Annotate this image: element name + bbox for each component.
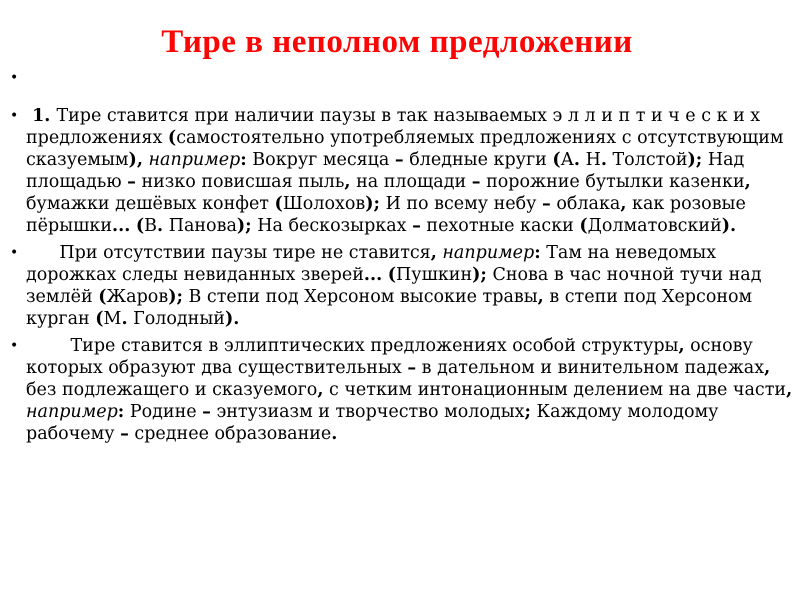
bullet-text: Тире ставится в эллиптических предложениях особой структуры, основу которых образуют два существительных – в дательном и винительном падежах, без подлежащего и сказуемого, с четким интонационным делением на две части, например: Родине – энтузиазм и творчество молодых; Каждому молодому рабочему – среднее образование. xyxy=(26,336,793,444)
bullet-text: При отсутствии паузы тире не ставится, например: Там на неведомых дорожках следы невиданных зверей... (Пушкин); Снова в час ночной тучи над землёй (Жаров); В степи под Херсоном высокие травы, в степи под Херсоном курган (М. Голодный). xyxy=(26,243,762,329)
bullet-item xyxy=(0,67,794,89)
bullet-marker-icon: • xyxy=(10,108,19,124)
bullet-item xyxy=(0,105,794,237)
bullet-text: 1. Тире ставится при наличии паузы в так называемых э л л и п т и ч е с к и х предложениях (самостоятельно употребляемых предложениях с отсутствующим сказуемым), например: Вокруг месяца – бледные круги (А. Н. Толстой); Над площадью – низко повисшая пыль, на площади – порожние бутылки казенки, бумажки дешёвых конфет (Шолохов); И по всему небу – облака, как розовые пёрышки... (В. Панова); На бескозырках – пехотные каски (Долматовский). xyxy=(26,106,784,236)
bullet-marker-icon: • xyxy=(10,245,19,261)
bullet-list xyxy=(0,67,794,445)
bullet-item xyxy=(0,242,794,330)
bullet-marker-icon: • xyxy=(10,70,19,86)
bullet-item xyxy=(0,335,794,445)
slide-title: Тире в неполном предложении xyxy=(161,24,633,60)
bullet-marker-icon: • xyxy=(10,338,19,354)
